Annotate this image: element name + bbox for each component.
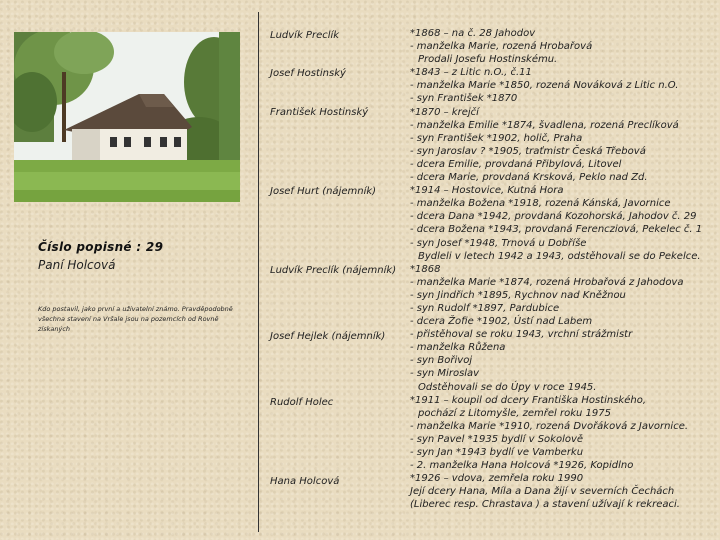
detail-line: - manželka Marie *1874, rozená Hrobařová z Jahodova bbox=[410, 276, 684, 288]
detail-line: Odstěhovali se do Úpy v roce 1945. bbox=[418, 381, 597, 393]
detail-line: - syn Rudolf *1897, Pardubice bbox=[410, 302, 560, 314]
resident-name: Hana Holcová bbox=[270, 476, 340, 487]
column-divider bbox=[258, 12, 259, 532]
detail-line: - dcera Božena *1943, provdaná Ferencziová, Pekelec č. 1 bbox=[410, 224, 703, 236]
detail-line: (Liberec resp. Chrastava ) a stavení užívají k rekreaci. bbox=[410, 499, 680, 511]
detail-line: *1843 – z Litic n.O., č.11 bbox=[410, 67, 532, 79]
detail-line: Bydleli v letech 1942 a 1943, odstěhovali se do Pekelce. bbox=[418, 250, 701, 262]
detail-line: - dcera Marie, provdaná Krsková, Peklo nad Zd. bbox=[410, 172, 648, 184]
detail-line: - dcera Dana *1942, provdaná Kozohorská, Jahodov č. 29 bbox=[410, 211, 697, 223]
detail-line: *1914 – Hostovice, Kutná Hora bbox=[410, 185, 564, 197]
house-number-label: Číslo popisné : 29 bbox=[38, 240, 164, 254]
resident-name: Ludvík Preclík (nájemník) bbox=[270, 265, 397, 276]
detail-line: - manželka Marie *1850, rozená Nováková z Litic n.O. bbox=[410, 80, 679, 92]
detail-line: *1868 – na č. 28 Jahodov bbox=[410, 28, 536, 39]
detail-line: - manželka Marie, rozená Hrobařová bbox=[410, 41, 593, 53]
detail-line: - syn Josef *1948, Trnová u Dobříše bbox=[410, 237, 587, 249]
resident-name: Ludvík Preclík bbox=[270, 30, 340, 41]
resident-name: Josef Hejlek (nájemník) bbox=[270, 331, 386, 342]
detail-line: Prodali Josefu Hostinskému. bbox=[418, 54, 558, 66]
detail-line: - syn František *1870 bbox=[410, 93, 518, 105]
detail-line: - manželka Emilie *1874, švadlena, rozená Preclíková bbox=[410, 119, 679, 131]
detail-line: - syn František *1902, holič, Praha bbox=[410, 132, 583, 144]
detail-line: *1911 – koupil od dcery Františka Hostinského, bbox=[410, 394, 646, 406]
detail-line: - 2. manželka Hana Holcová *1926, Kopidlno bbox=[410, 460, 634, 472]
detail-line: - dcera Emilie, provdaná Přibylová, Litovel bbox=[410, 158, 622, 170]
detail-line: - syn Jindřich *1895, Rychnov nad Kněžnou bbox=[410, 289, 626, 301]
house-photo bbox=[14, 32, 240, 202]
detail-line: - manželka Růžena bbox=[410, 342, 506, 354]
detail-line: - přistěhoval se roku 1943, vrchní strážmistr bbox=[410, 329, 633, 341]
detail-line: - syn Miroslav bbox=[410, 368, 480, 380]
detail-line: *1870 – krejčí bbox=[410, 106, 479, 118]
detail-line: *1926 – vdova, zemřela roku 1990 bbox=[410, 473, 584, 485]
detail-line: pochází z Litomyšle, zemřel roku 1975 bbox=[418, 407, 611, 419]
detail-line: Její dcery Hana, Míla a Dana žijí v severních Čechách bbox=[410, 486, 675, 498]
detail-line: - dcera Žofie *1902, Ústí nad Labem bbox=[410, 316, 593, 328]
resident-name: František Hostinský bbox=[270, 107, 369, 118]
detail-line: - syn Bořivoj bbox=[410, 355, 473, 367]
resident-details bbox=[410, 27, 715, 511]
house-origin-note: Kdo postavil, jako první a uživatelní známo. Pravděpodobně všechna stavení na Vršale jsou na pozemcích od Rovně získaných bbox=[38, 305, 233, 333]
detail-line: - syn Jaroslav ? *1905, traťmistr Česká Třebová bbox=[410, 145, 646, 157]
detail-line: - syn Jan *1943 bydlí ve Vamberku bbox=[410, 447, 584, 458]
detail-line: - manželka Marie *1910, rozená Dvořáková z Javornice. bbox=[410, 420, 689, 432]
house-photo-image bbox=[14, 32, 240, 202]
resident-name: Josef Hostinský bbox=[270, 68, 346, 79]
resident-name: Rudolf Holec bbox=[270, 397, 334, 408]
detail-line: - manželka Božena *1918, rozená Kánská, Javornice bbox=[410, 198, 671, 210]
house-owner: Paní Holcová bbox=[38, 258, 116, 272]
detail-line: - syn Pavel *1935 bydlí v Sokolově bbox=[410, 433, 584, 445]
detail-line: *1868 bbox=[410, 263, 441, 275]
resident-name: Josef Hurt (nájemník) bbox=[270, 186, 377, 197]
